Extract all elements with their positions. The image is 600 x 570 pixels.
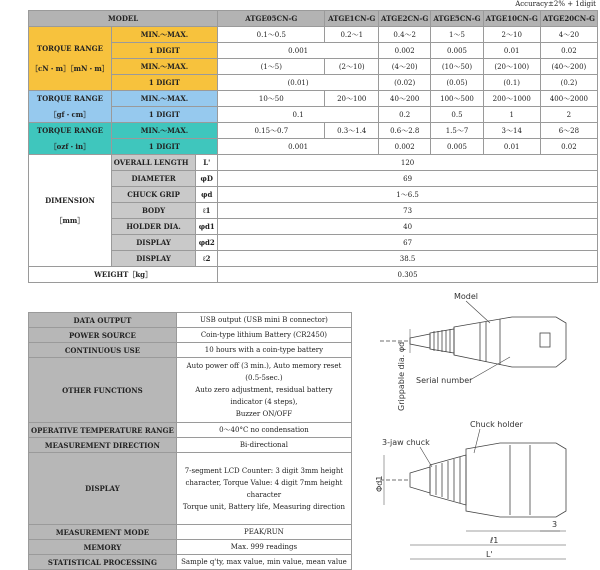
range-cell: 1～5 <box>431 27 483 43</box>
range-cell: 2～10 <box>483 27 540 43</box>
dim-value: 120 <box>218 155 598 171</box>
digit-cell: 0.001 <box>218 43 379 59</box>
digit-cell: 0.5 <box>431 107 483 123</box>
digit-cell: 0.005 <box>431 43 483 59</box>
feature-label: MEASUREMENT MODE <box>29 525 177 540</box>
feature-label: DISPLAY <box>29 453 177 525</box>
digit-cell: 0.01 <box>483 43 540 59</box>
digit-label: 1 DIGIT <box>111 43 217 59</box>
range-cell: 20～100 <box>325 91 379 107</box>
feature-label: OTHER FUNCTIONS <box>29 358 177 423</box>
range-cell: 400～2000 <box>540 91 597 107</box>
feature-value: 0～40°C no condensation <box>176 423 351 438</box>
digit-cell: (0.05) <box>431 75 483 91</box>
dim-name: CHUCK GRIP <box>111 187 196 203</box>
feature-value: USB output (USB mini B connector) <box>176 313 351 328</box>
dim-name: DISPLAY <box>111 235 196 251</box>
range-cell: 200～1000 <box>483 91 540 107</box>
minmax-label: MIN.～MAX. <box>111 91 217 107</box>
model-name: ATGE20CN-G <box>540 11 597 27</box>
digit-cell: 2 <box>540 107 597 123</box>
features-table <box>28 312 352 570</box>
range-cell: 4～20 <box>540 27 597 43</box>
weight-value: 0.305 <box>218 267 598 283</box>
model-row <box>29 11 598 27</box>
feature-label: OPERATIVE TEMPERATURE RANGE <box>29 423 177 438</box>
range-cell: 0.3～1.4 <box>325 123 379 139</box>
range-cell: (4～20) <box>379 59 431 75</box>
feature-value: 10 hours with a coin-type battery <box>176 343 351 358</box>
label-jaw-chuck: 3-jaw chuck <box>382 438 430 447</box>
feature-label: MEASUREMENT DIRECTION <box>29 438 177 453</box>
digit-cell: 0.002 <box>379 43 431 59</box>
dim-name: OVERALL LENGTH <box>111 155 196 171</box>
digit-cell: 0.002 <box>379 139 431 155</box>
model-name: ATGE10CN-G <box>483 11 540 27</box>
model-name: ATGE1CN-G <box>325 11 379 27</box>
range-cell: 6～28 <box>540 123 597 139</box>
digit-cell: 0.01 <box>483 139 540 155</box>
side-view-drawing <box>380 443 566 559</box>
range-cell: 100～500 <box>431 91 483 107</box>
digit-cell: 0.001 <box>218 139 379 155</box>
range-cell: 0.6～2.8 <box>379 123 431 139</box>
model-name: ATGE5CN-G <box>431 11 483 27</box>
torque-cn-label: TORQUE RANGE ［cN・m］［mN・m］ <box>29 27 112 91</box>
feature-value: Bi-directional <box>176 438 351 453</box>
range-cell: 0.1～0.5 <box>218 27 325 43</box>
minmax-label: MIN.～MAX. <box>111 123 217 139</box>
model-name: ATGE05CN-G <box>218 11 325 27</box>
range-cell: 1.5～7 <box>431 123 483 139</box>
digit-cell: (0.01) <box>218 75 379 91</box>
dim-name: DISPLAY <box>111 251 196 267</box>
label-model: Model <box>454 292 479 301</box>
feature-value: Sample q'ty, max value, min value, mean value <box>176 555 351 570</box>
feature-value: PEAK/RUN <box>176 525 351 540</box>
feature-value: Max. 999 readings <box>176 540 351 555</box>
dim-name: HOLDER DIA. <box>111 219 196 235</box>
label-serial: Serial number <box>416 376 473 385</box>
top-view-drawing <box>380 317 566 367</box>
feature-value: Coin-type lithium Battery (CR2450) <box>176 328 351 343</box>
digit-cell: (0.2) <box>540 75 597 91</box>
digit-cell: 0.02 <box>540 139 597 155</box>
range-cell: (40～200) <box>540 59 597 75</box>
dim-symbol: φd <box>196 187 218 203</box>
feature-label: DATA OUTPUT <box>29 313 177 328</box>
range-cell: (10～50) <box>431 59 483 75</box>
feature-label: MEMORY <box>29 540 177 555</box>
feature-value: Auto power off (3 min.), Auto memory reset (0.5-5sec.) Auto zero adjustment, residual battery indicator (4 steps), Buzzer ON/OFF <box>176 358 351 423</box>
dim-value: 40 <box>218 219 598 235</box>
minmax-label: MIN.～MAX. <box>111 27 217 43</box>
weight-label: WEIGHT［kg］ <box>29 267 218 283</box>
dim-symbol: φD <box>196 171 218 187</box>
dim-value: 73 <box>218 203 598 219</box>
range-cell: (1～5) <box>218 59 325 75</box>
range-cell: 0.15～0.7 <box>218 123 325 139</box>
dim-symbol: ℓ1 <box>196 203 218 219</box>
gauge-diagram <box>370 287 596 570</box>
range-cell: 3～14 <box>483 123 540 139</box>
dim-value: 38.5 <box>218 251 598 267</box>
feature-label: POWER SOURCE <box>29 328 177 343</box>
model-label: MODEL <box>29 11 218 27</box>
digit-cell: 0.02 <box>540 43 597 59</box>
feature-value: 7-segment LCD Counter: 3 digit 3mm height character, Torque Value: 4 digit 7mm height character Torque unit, Battery life, Measuring direction <box>176 453 351 525</box>
label-lprime: L' <box>486 550 493 559</box>
dim-symbol: ℓ2 <box>196 251 218 267</box>
label-dim-3: 3 <box>552 520 558 529</box>
spec-table <box>28 10 598 283</box>
digit-cell: 0.2 <box>379 107 431 123</box>
digit-label: 1 DIGIT <box>111 139 217 155</box>
digit-cell: (0.1) <box>483 75 540 91</box>
label-grip: Grippable dia. φd <box>397 341 406 411</box>
dimension-label: DIMENSION ［mm］ <box>29 155 112 267</box>
digit-cell: 0.1 <box>218 107 379 123</box>
dim-value: 1～6.5 <box>218 187 598 203</box>
torque-oz-label: TORQUE RANGE ［ozf・in］ <box>29 123 112 155</box>
torque-gf-label: TORQUE RANGE ［gf・cm］ <box>29 91 112 123</box>
dim-name: BODY <box>111 203 196 219</box>
feature-label: STATISTICAL PROCESSING <box>29 555 177 570</box>
digit-cell: 1 <box>483 107 540 123</box>
range-cell: (2～10) <box>325 59 379 75</box>
dim-value: 69 <box>218 171 598 187</box>
minmax-label: MIN.～MAX. <box>111 59 217 75</box>
feature-label: CONTINUOUS USE <box>29 343 177 358</box>
range-cell: 40～200 <box>379 91 431 107</box>
dim-symbol: φd2 <box>196 235 218 251</box>
range-cell: (20～100) <box>483 59 540 75</box>
digit-label: 1 DIGIT <box>111 107 217 123</box>
digit-cell: (0.02) <box>379 75 431 91</box>
label-chuck-holder: Chuck holder <box>470 420 523 429</box>
dim-symbol: L' <box>196 155 218 171</box>
dim-value: 67 <box>218 235 598 251</box>
model-name: ATGE2CN-G <box>379 11 431 27</box>
dim-symbol: φd1 <box>196 219 218 235</box>
label-l1: ℓ1 <box>490 536 499 545</box>
range-cell: 10～50 <box>218 91 325 107</box>
accuracy-note: Accuracy±2% + 1digit <box>515 0 596 8</box>
dim-name: DIAMETER <box>111 171 196 187</box>
range-cell: 0.2～1 <box>325 27 379 43</box>
digit-label: 1 DIGIT <box>111 75 217 91</box>
label-phi-d1: Φd1 <box>375 475 384 492</box>
digit-cell: 0.005 <box>431 139 483 155</box>
range-cell: 0.4～2 <box>379 27 431 43</box>
